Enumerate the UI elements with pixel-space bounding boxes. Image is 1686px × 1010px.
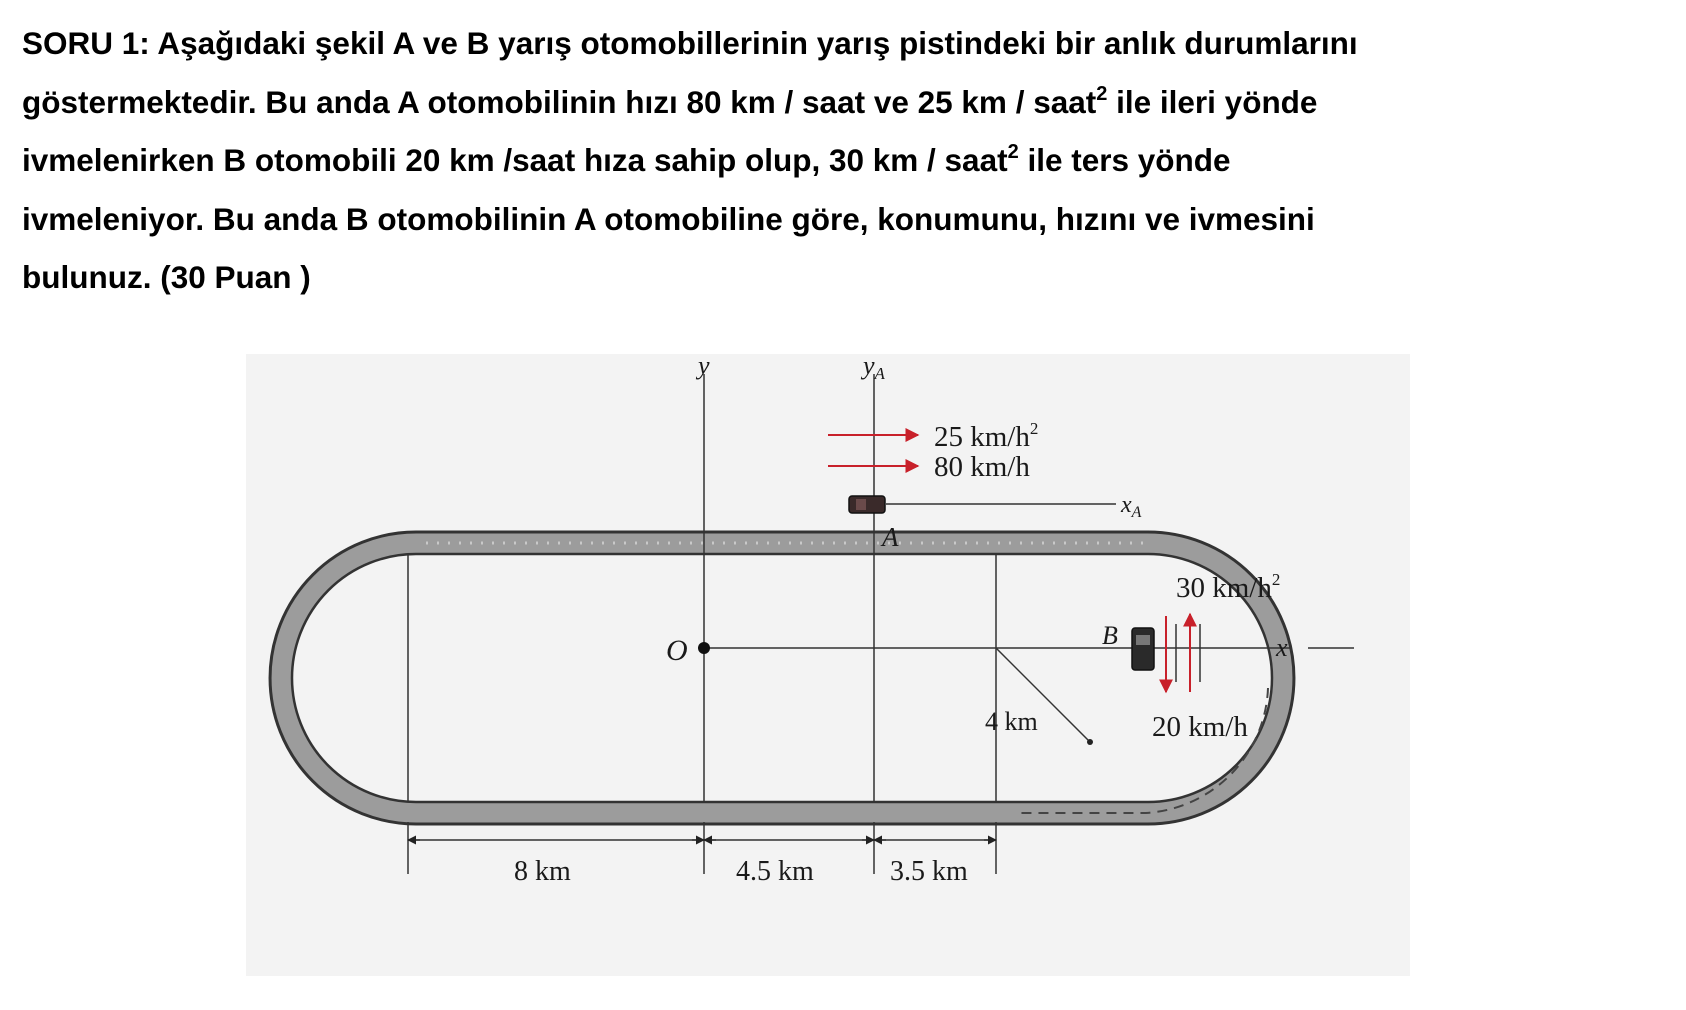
label-dim-8km: 8 km [514,856,571,887]
label-radius: 4 km [985,707,1038,736]
label-x: x [1276,633,1288,662]
radius-end-dot [1087,739,1093,745]
figure-svg [246,354,1410,976]
label-car-b: B [1102,621,1118,650]
question-line-3: ivmelenirken B otomobili 20 km /saat hıza sahip olup, 30 km / saat$^2$ ile ters yönde [22,141,1231,178]
car-a-window [856,499,866,510]
car-b-window [1136,635,1150,645]
car-b [1132,628,1154,670]
car-a [849,496,885,513]
label-b-accel: 30 $km/h^2$ [1176,570,1281,604]
race-track-figure [246,354,1410,976]
origin-point [698,642,710,654]
question-line-1: SORU 1: Aşağıdaki şekil A ve B yarış otomobillerinin yarış pistindeki bir anlık durumlarını [22,25,1358,61]
label-dim-4-5km: 4.5 km [736,856,814,887]
label-y: y [698,354,710,380]
label-a-speed: 80 km/h [934,451,1030,483]
question-line-2: göstermektedir. Bu anda A otomobilinin hızı 80 km / saat ve 25 km / saat$^2$ ile ileri yönde [22,82,1318,120]
superscript: 2 [1007,141,1019,163]
label-b-speed: 20 km/h [1152,711,1248,743]
question-line-5: bulunuz. (30 Puan ) [22,259,311,295]
question-line-4: ivmeleniyor. Bu anda B otomobilinin A otomobiline göre, konumunu, hızını ve ivmesini [22,200,1315,237]
label-dim-3-5km: 3.5 km [890,856,968,887]
track-infield [292,554,1272,802]
label-xA: $x_A$ [1121,492,1142,521]
label-car-a: A [882,522,899,552]
label-yA: yA [863,354,885,383]
question-text [22,14,1662,307]
label-a-accel: 25 $km/h^2$ [934,419,1039,453]
label-origin: O [666,634,688,667]
superscript: 2 [1096,82,1108,105]
